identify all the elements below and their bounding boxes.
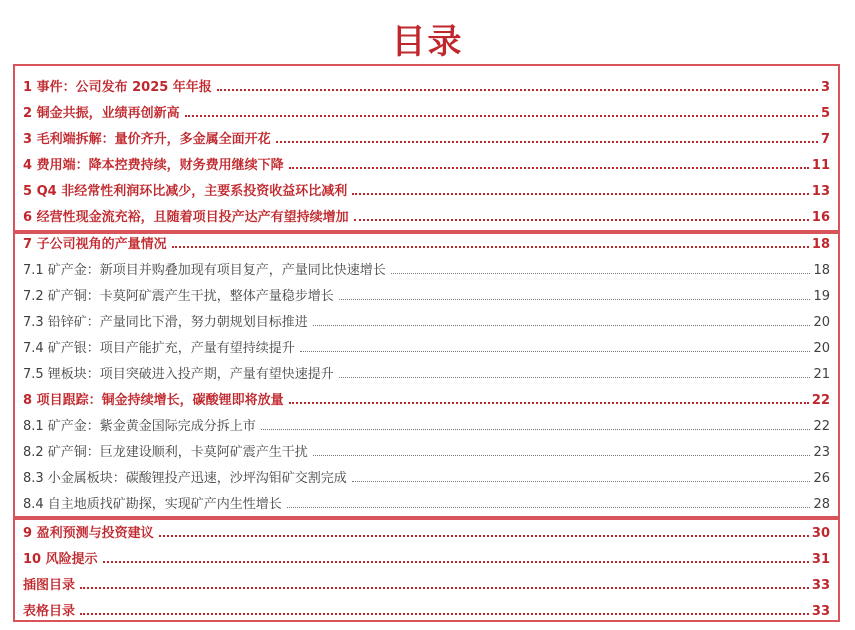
toc-entry-label: 8.2 矿产铜：巨龙建设顺利，卡莫阿矿震产生干扰 bbox=[23, 445, 308, 460]
dot-leader bbox=[80, 586, 809, 589]
dot-leader bbox=[339, 376, 811, 378]
toc-entry-label: 8.4 自主地质找矿勘探，实现矿产内生性增长 bbox=[23, 497, 282, 512]
toc-entry-page: 23 bbox=[813, 445, 830, 460]
toc-entry-label: 8.3 小金属板块：碳酸锂投产迅速，沙坪沟钼矿交割完成 bbox=[23, 471, 347, 486]
toc-entry-page: 22 bbox=[811, 393, 830, 408]
dot-leader bbox=[261, 428, 811, 430]
toc-entry-page: 33 bbox=[811, 604, 830, 619]
toc-entry[interactable] bbox=[23, 490, 830, 512]
toc-section-box-2 bbox=[13, 232, 840, 518]
toc-entry-page: 18 bbox=[811, 237, 830, 252]
toc-entry-label: 10 风险提示 bbox=[23, 552, 98, 567]
toc-entry-page: 33 bbox=[811, 578, 830, 593]
toc-entry-label: 表格目录 bbox=[23, 604, 76, 619]
toc-entry-page: 30 bbox=[811, 526, 830, 541]
toc-entry-page: 18 bbox=[813, 263, 830, 278]
toc-entry-label: 7.3 铅锌矿：产量同比下滑，努力朝规划目标推进 bbox=[23, 315, 308, 330]
dot-leader bbox=[287, 506, 811, 508]
toc-entry-label: 6 经营性现金流充裕，且随着项目投产达产有望持续增加 bbox=[23, 210, 349, 225]
dot-leader bbox=[313, 324, 811, 326]
toc-entry[interactable] bbox=[23, 282, 830, 304]
toc-entry[interactable] bbox=[23, 519, 830, 541]
dot-leader bbox=[159, 534, 809, 537]
toc-entry[interactable] bbox=[23, 256, 830, 278]
dot-leader bbox=[217, 88, 818, 91]
toc-entry-label: 9 盈利预测与投资建议 bbox=[23, 526, 154, 541]
toc-entry-page: 5 bbox=[820, 106, 830, 121]
toc-entry-page: 22 bbox=[813, 419, 830, 434]
dot-leader bbox=[339, 298, 811, 300]
toc-section-box-3 bbox=[13, 518, 840, 622]
toc-section-box-1 bbox=[13, 64, 840, 232]
toc-entry-page: 20 bbox=[813, 315, 830, 330]
toc-entry[interactable] bbox=[23, 571, 830, 593]
toc-entry-page: 11 bbox=[811, 158, 830, 173]
dot-leader bbox=[300, 350, 811, 352]
toc-entry-page: 21 bbox=[813, 367, 830, 382]
toc-entry[interactable] bbox=[23, 177, 830, 199]
toc-entry-page: 7 bbox=[820, 132, 830, 147]
toc-entry-label: 2 铜金共振，业绩再创新高 bbox=[23, 106, 180, 121]
dot-leader bbox=[185, 114, 818, 117]
toc-entry-label: 8 项目跟踪：铜金持续增长，碳酸锂即将放量 bbox=[23, 393, 284, 408]
dot-leader bbox=[289, 401, 809, 404]
toc-entry-page: 20 bbox=[813, 341, 830, 356]
dot-leader bbox=[354, 218, 809, 221]
toc-entry[interactable] bbox=[23, 99, 830, 121]
toc-entry-page: 3 bbox=[820, 80, 830, 95]
dot-leader bbox=[313, 454, 811, 456]
toc-entry[interactable] bbox=[23, 308, 830, 330]
page-title: 目录 bbox=[391, 22, 464, 62]
toc-entry-label: 5 Q4 非经常性利润环比减少，主要系投资收益环比减利 bbox=[23, 184, 348, 199]
toc-entry-page: 28 bbox=[813, 497, 830, 512]
toc-entry-label: 7.2 矿产铜：卡莫阿矿震产生干扰，整体产量稳步增长 bbox=[23, 289, 334, 304]
dot-leader bbox=[172, 245, 809, 248]
toc-entry[interactable] bbox=[23, 386, 830, 408]
toc-entry[interactable] bbox=[23, 545, 830, 567]
toc-entry[interactable] bbox=[23, 438, 830, 460]
toc-entry-page: 13 bbox=[811, 184, 830, 199]
toc-entry-label: 7.4 矿产银：项目产能扩充，产量有望持续提升 bbox=[23, 341, 295, 356]
toc-entry[interactable] bbox=[23, 230, 830, 252]
toc-entry-label: 1 事件：公司发布 2025 年年报 bbox=[23, 80, 212, 95]
toc-entry[interactable] bbox=[23, 597, 830, 619]
toc-entry-label: 7 子公司视角的产量情况 bbox=[23, 237, 167, 252]
toc-entry-label: 8.1 矿产金：紫金黄金国际完成分拆上市 bbox=[23, 419, 256, 434]
toc-entry-label: 3 毛利端拆解：量价齐升，多金属全面开花 bbox=[23, 132, 271, 147]
toc-entry-page: 19 bbox=[813, 289, 830, 304]
toc-entry-page: 26 bbox=[813, 471, 830, 486]
toc-entry-label: 7.1 矿产金：新项目并购叠加现有项目复产，产量同比快速增长 bbox=[23, 263, 386, 278]
toc-entry-label: 7.5 锂板块：项目突破进入投产期，产量有望快速提升 bbox=[23, 367, 334, 382]
toc-entry[interactable] bbox=[23, 334, 830, 356]
toc-entry[interactable] bbox=[23, 412, 830, 434]
toc-entry[interactable] bbox=[23, 73, 830, 95]
toc-entry-page: 31 bbox=[811, 552, 830, 567]
toc-entry[interactable] bbox=[23, 151, 830, 173]
dot-leader bbox=[352, 192, 809, 195]
dot-leader bbox=[391, 272, 811, 274]
toc-entry[interactable] bbox=[23, 203, 830, 225]
toc-entry[interactable] bbox=[23, 125, 830, 147]
toc-entry[interactable] bbox=[23, 464, 830, 486]
toc-entry[interactable] bbox=[23, 360, 830, 382]
dot-leader bbox=[80, 612, 809, 615]
dot-leader bbox=[352, 480, 811, 482]
toc-entry-page: 16 bbox=[811, 210, 830, 225]
dot-leader bbox=[289, 166, 809, 169]
dot-leader bbox=[276, 140, 818, 143]
toc-entry-label: 插图目录 bbox=[23, 578, 76, 593]
toc-entry-label: 4 费用端：降本控费持续，财务费用继续下降 bbox=[23, 158, 284, 173]
dot-leader bbox=[103, 560, 809, 563]
